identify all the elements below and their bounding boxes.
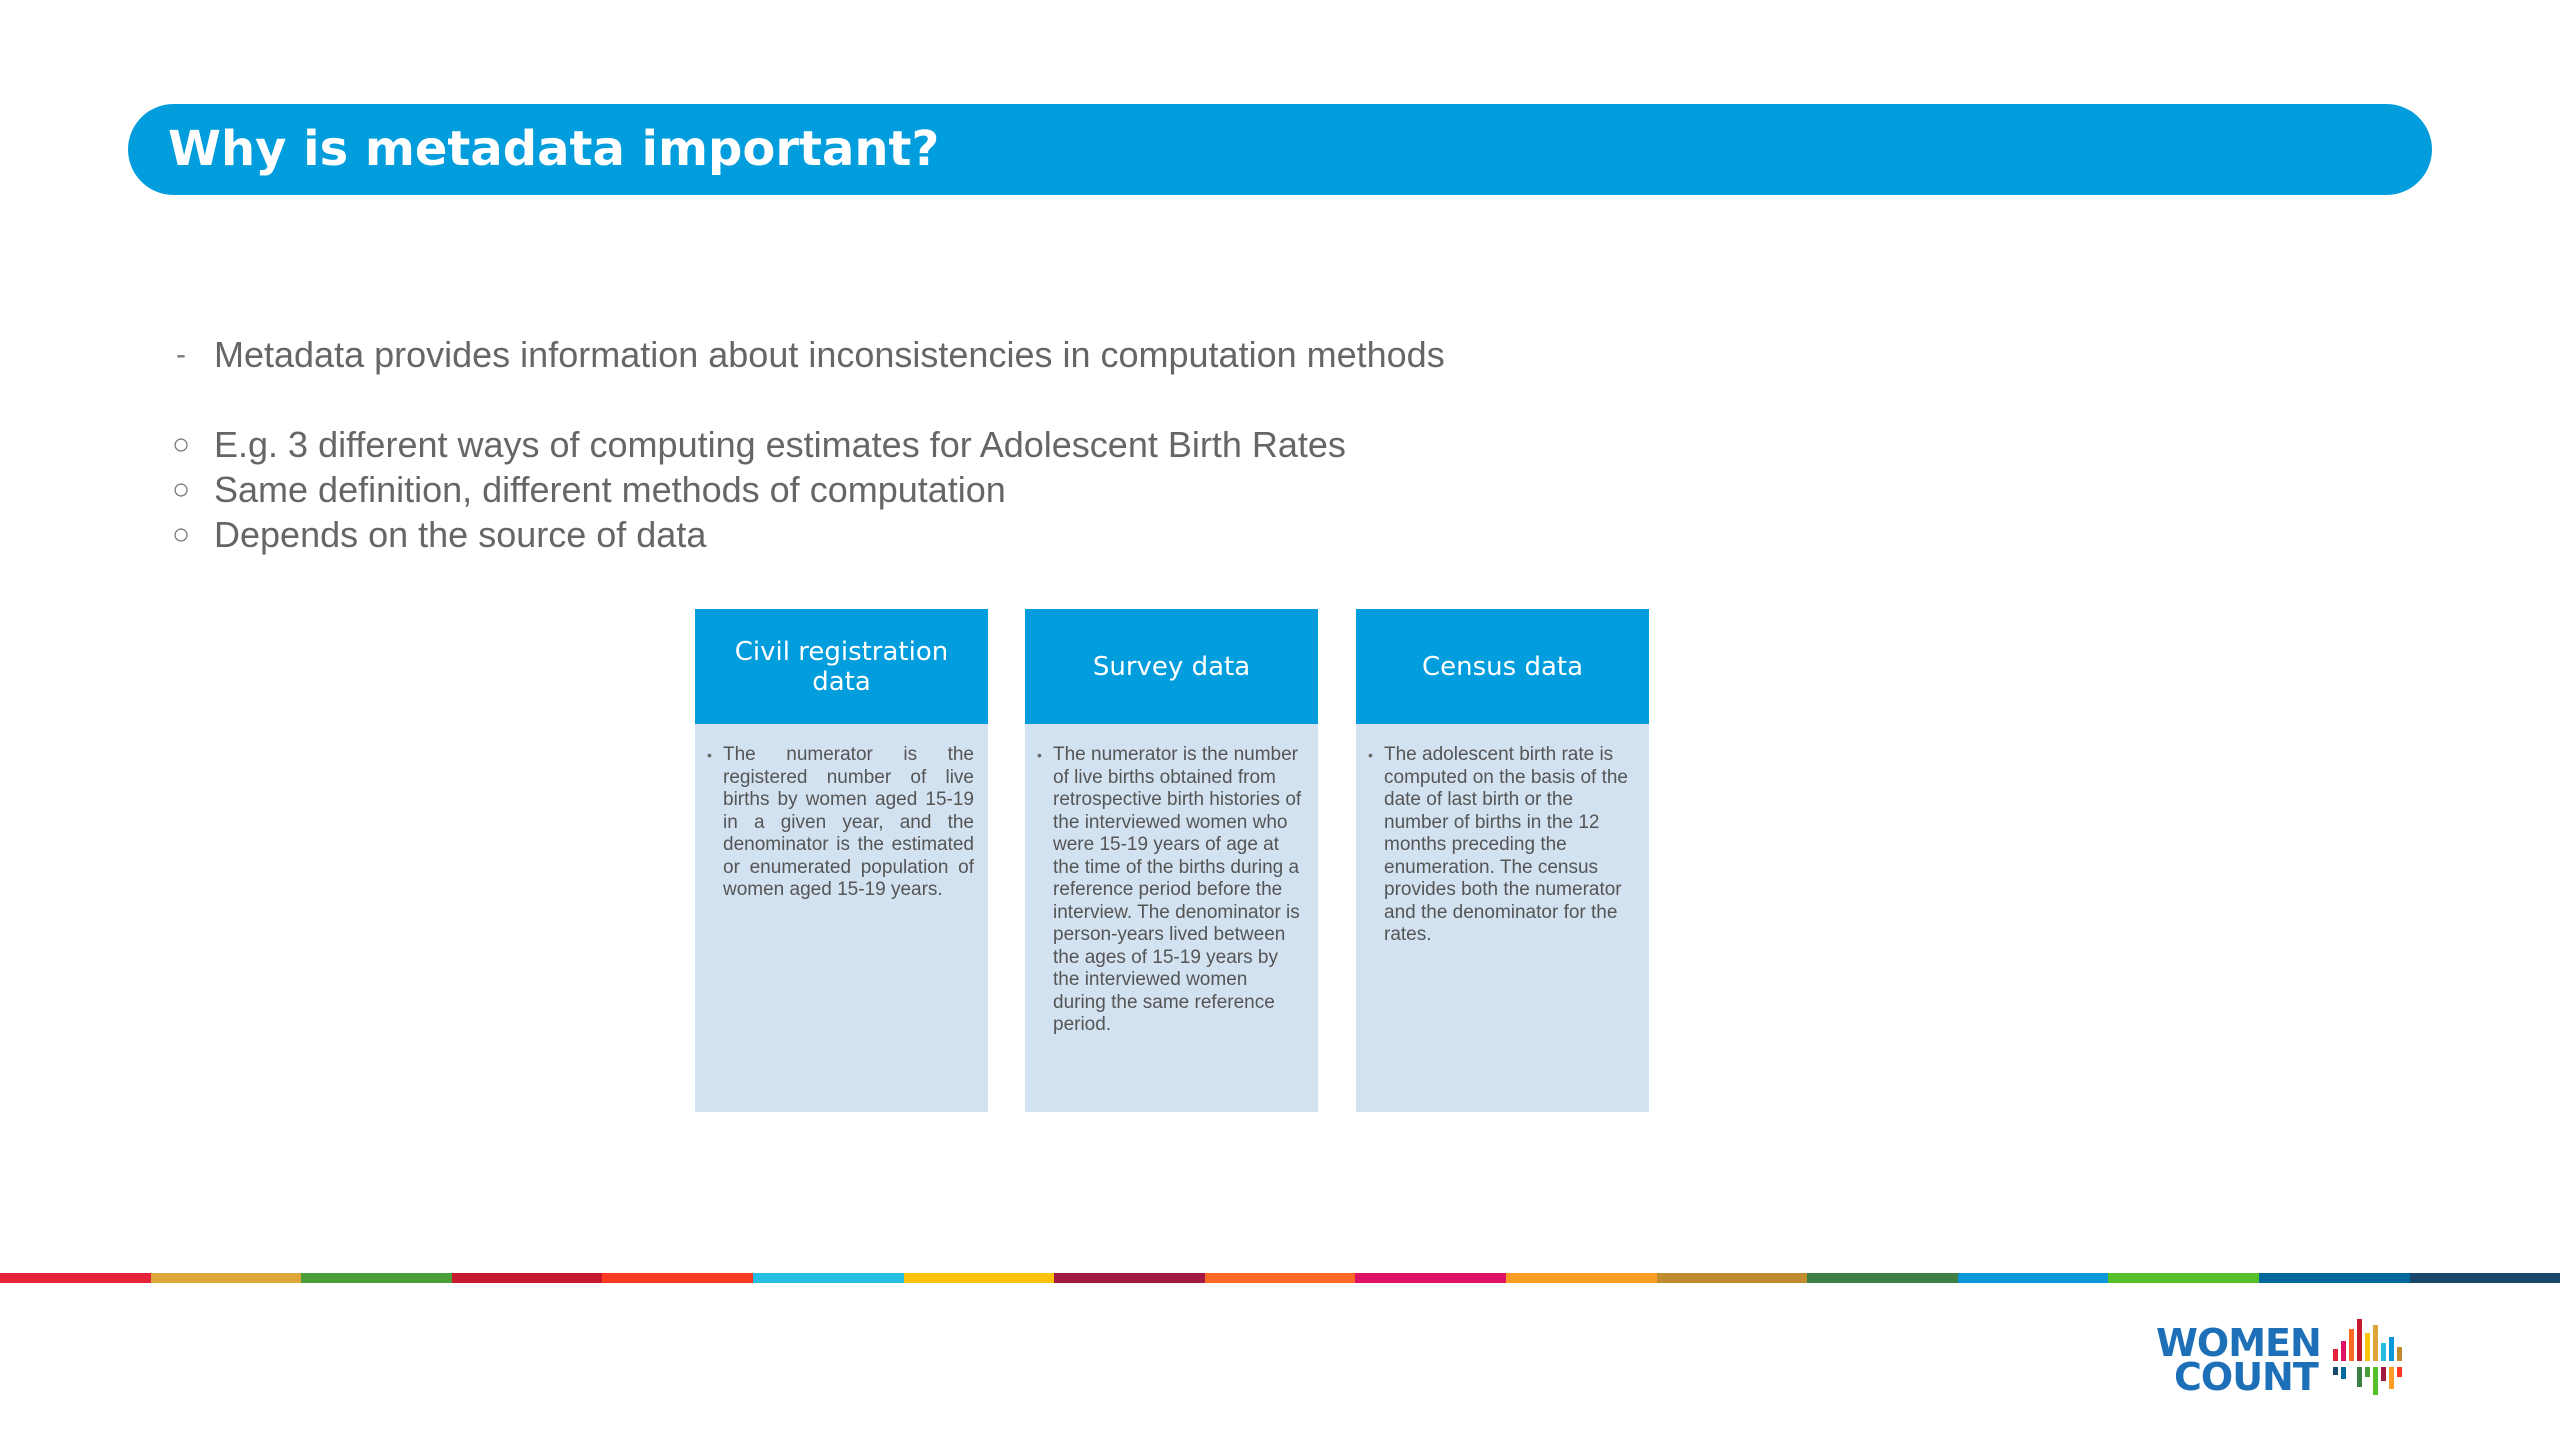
- card-census: [1356, 609, 1649, 1112]
- stripe-segment: [753, 1273, 904, 1283]
- card-heading: Civil registration data: [695, 609, 988, 724]
- stripe-segment: [1506, 1273, 1657, 1283]
- stripe-segment: [1657, 1273, 1808, 1283]
- circle-marker: ○: [171, 473, 191, 506]
- stripe-segment: [1355, 1273, 1506, 1283]
- dash-marker: -: [176, 338, 186, 371]
- card-body: [1356, 724, 1649, 947]
- women-count-logo: [2156, 1313, 2436, 1413]
- stripe-segment: [452, 1273, 603, 1283]
- logo-word-count: COUNT: [2174, 1355, 2318, 1399]
- bullet-text: Metadata provides information about inconsistencies in computation methods: [214, 334, 1445, 375]
- stripe-segment: [1958, 1273, 2109, 1283]
- card-civil-registration: [695, 609, 988, 1112]
- sdg-color-stripe: [0, 1273, 2560, 1283]
- stripe-segment: [1807, 1273, 1958, 1283]
- bullet-dot-icon: •: [1037, 747, 1042, 763]
- card-body: [1025, 724, 1318, 1037]
- bullet-text: Depends on the source of data: [214, 514, 707, 555]
- sound-bars-icon: [2331, 1315, 2431, 1410]
- stripe-segment: [0, 1273, 151, 1283]
- bullet-text: E.g. 3 different ways of computing estimates for Adolescent Birth Rates: [214, 424, 1346, 465]
- card-survey: [1025, 609, 1318, 1112]
- slide-title: Why is metadata important?: [168, 121, 940, 177]
- card-text: The numerator is the number of live births obtained from retrospective birth histories of the interviewed women who were 15-19 years of age at the time of the births during a reference period before the interview. The denominator is person-years lived between the ages of 15-19 years by the interviewed women during the same reference period.: [1053, 744, 1302, 1035]
- stripe-segment: [2410, 1273, 2560, 1283]
- card-text: The numerator is the registered number of live births by women aged 15-19 in a given year, and the denominator is the estimated or enumerated population of women aged 15-19 years.: [723, 744, 974, 900]
- circle-marker: ○: [171, 518, 191, 551]
- title-banner: [128, 104, 2432, 195]
- bullet-text: Same definition, different methods of computation: [214, 469, 1006, 510]
- logo-word-women: WOMEN: [2156, 1321, 2321, 1365]
- stripe-segment: [1054, 1273, 1205, 1283]
- circle-marker: ○: [171, 428, 191, 461]
- stripe-segment: [1205, 1273, 1356, 1283]
- stripe-segment: [904, 1273, 1055, 1283]
- card-text: The adolescent birth rate is computed on the basis of the date of last birth or the number of births in the 12 months preceding the enumeration. The census provides both the numerator and the denominator for the rates.: [1384, 744, 1628, 945]
- bullet-dot-icon: •: [707, 747, 712, 763]
- card-heading: Survey data: [1025, 609, 1318, 724]
- stripe-segment: [602, 1273, 753, 1283]
- stripe-segment: [151, 1273, 302, 1283]
- card-heading: Census data: [1356, 609, 1649, 724]
- bullet-dot-icon: •: [1368, 747, 1373, 763]
- stripe-segment: [301, 1273, 452, 1283]
- stripe-segment: [2259, 1273, 2410, 1283]
- stripe-segment: [2108, 1273, 2259, 1283]
- card-body: [695, 724, 988, 902]
